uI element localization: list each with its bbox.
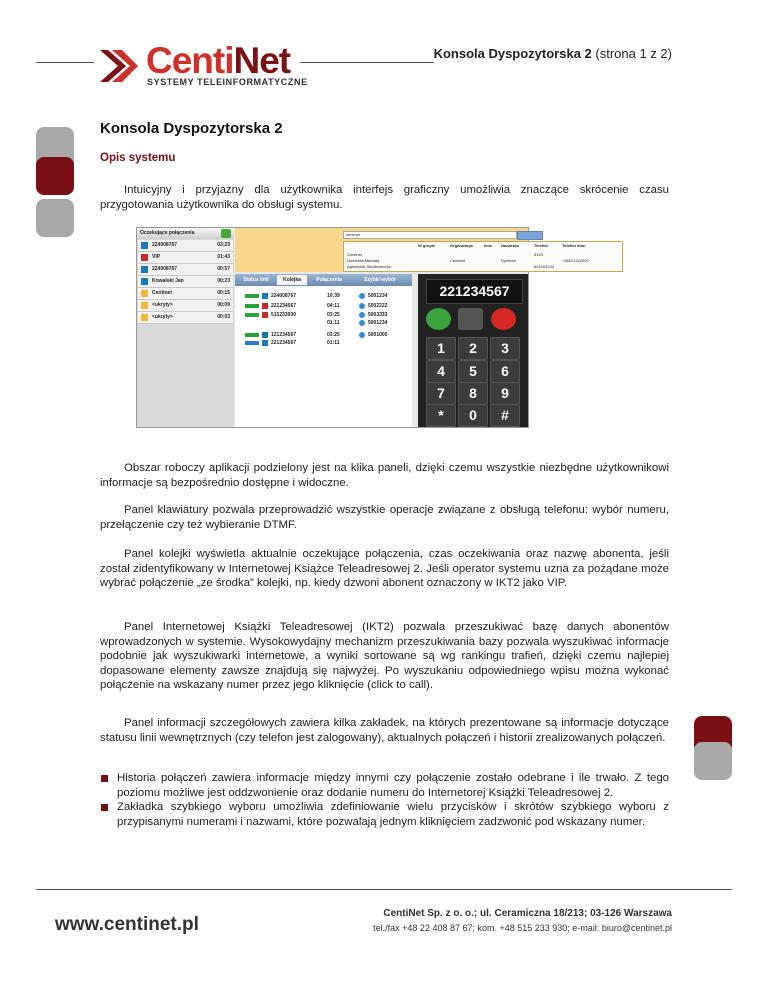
key-8[interactable]: 8 (458, 382, 488, 405)
call-row[interactable]: 221234567 04:11 5002222 (237, 302, 409, 310)
centinet-logo-icon (96, 46, 140, 86)
list-item: Historia połączeń zawiera informacje między innymi czy połączenie zostało odebrane i ile trwało. Z tego poziomu możliwe jest oddzwonienie oraz dodanie numeru do Internetorej Książki Teleadresowej 2. (100, 771, 669, 800)
details-tabs (235, 274, 412, 286)
header-line-right (300, 62, 434, 63)
call-row[interactable]: 515233930 03:25 5003333 (237, 311, 409, 319)
key-5[interactable]: 5 (458, 360, 488, 383)
incoming-arrow-icon (245, 294, 259, 298)
bullet-list (100, 771, 669, 829)
grid-header: Telefon dom (562, 243, 586, 248)
grid-cell[interactable]: 5123 (534, 252, 543, 257)
tab-kolejka[interactable]: Kolejka (277, 275, 307, 285)
tab-polaczenia[interactable]: Połączenia (316, 277, 342, 283)
globe-icon (359, 303, 365, 309)
queue-row[interactable]: 224008767 00:57 (138, 264, 233, 276)
grid-cell[interactable]: Agnieszka Siedlemborka (347, 264, 392, 269)
call-row[interactable]: 221234567 01:11 (237, 339, 409, 347)
key-hash[interactable]: # (490, 404, 520, 427)
grid-header: Organizacja (450, 243, 473, 248)
grid-cell: Centinet (450, 258, 465, 263)
incoming-arrow-icon (245, 313, 259, 317)
footer-website[interactable]: www.centinet.pl (55, 914, 199, 935)
phone-icon (262, 303, 268, 309)
incoming-arrow-icon (245, 333, 259, 337)
phone-icon (141, 254, 148, 261)
incoming-arrow-icon (245, 304, 259, 308)
grid-header: Imie (484, 243, 493, 248)
key-2[interactable]: 2 (458, 337, 488, 360)
footer-contact: tel./fax +48 22 408 87 67; kom. +48 515 233 930; e-mail: biuro@centinet.pl (373, 923, 672, 933)
grid-cell[interactable]: Dominika Mamata (347, 258, 380, 263)
queue-row[interactable]: VIP 01:43 (138, 252, 233, 264)
phonebook-search-input[interactable]: centinet (343, 231, 517, 239)
grid-header: Nazwisko (501, 243, 520, 248)
key-1[interactable]: 1 (426, 337, 456, 360)
phone-icon (262, 340, 268, 346)
app-screenshot (136, 227, 589, 428)
key-7[interactable]: 7 (426, 382, 456, 405)
details-panel (235, 274, 412, 427)
phone-icon (141, 266, 148, 273)
call-row[interactable]: 224008767 10:39 5001234 (237, 292, 409, 300)
paragraph-5: Panel Internetowej Książki Teleadresowej (IKT2) pozwala przeszukiwać bazę danych abonentów wprowadzonych w systemie. Wysokowydajny mechanizm przeszukiwania bazy pozwala wyszukiwać informacje podobnie jak wyszukiwarki internetowe, a wyniki sortowane są wg rankingu trafień, dzięki czemu najlepiej dopasowane elementy zawsze znajdują się najwyżej. Po wyszukaniu odpowiedniego wpisu można wykonać połączenie na wskazany numer przez jego kliknięcie (click to call). (100, 621, 669, 692)
queue-header: Oczekujące połączenia (137, 228, 234, 239)
key-0[interactable]: 0 (458, 404, 488, 427)
key-3[interactable]: 3 (490, 337, 520, 360)
logo-subtitle: SYSTEMY TELEINFORMATYCZNE (147, 77, 308, 87)
list-item: Zakładka szybkiego wyboru umożliwia zdefiniowanie wielu przycisków i skrótów szybkiego wyboru z przypisanymi numerami i nazwami, które pozwalają jednym kliknięciem zadzwonić pod wskazany numer. (100, 800, 669, 829)
paragraph-3: Panel klawiatury pozwala przeprowadzić wszystkie operacje związane z obsługą telefonu: wybór numeru, przełączenie czy też wybieranie DTMF. (100, 504, 669, 531)
page-info: (strona 1 z 2) (595, 46, 672, 61)
header-line-left (36, 62, 94, 63)
call-row[interactable]: 01:11 5001234 (327, 320, 388, 326)
grid-header: W grupie (418, 243, 436, 248)
star-icon (141, 302, 148, 309)
call-row[interactable]: 121234567 03:25 5001000 (237, 331, 409, 339)
phonebook-grid (343, 241, 623, 272)
queue-row[interactable]: 224008767 03:23 (138, 240, 233, 252)
phone-icon (262, 312, 268, 318)
hold-button[interactable] (458, 308, 483, 330)
paragraph-6: Panel informacji szczegółowych zawiera kilka zakładek, na których prezentowane są informacje dotyczące statusu linii wewnętrznych (czy telefon jest zalogowany), aktualnych połączeń i historii zrealizowanych połączeń. (100, 717, 669, 744)
key-9[interactable]: 9 (490, 382, 520, 405)
section-heading: Opis systemu (100, 152, 176, 164)
outgoing-arrow-icon (245, 341, 259, 345)
globe-icon (359, 293, 365, 299)
paragraph-1: Intuicyjny i przyjazny dla użytkownika interfejs graficzny umożliwia znaczące skrócenie czasu przygotowania użytkownika do obsługi systemu. (100, 184, 669, 211)
phonebook-panel (235, 228, 589, 272)
globe-icon (359, 320, 365, 326)
key-4[interactable]: 4 (426, 360, 456, 383)
side-tab-3 (36, 199, 74, 237)
phone-icon (141, 242, 148, 249)
paragraph-4: Panel kolejki wyświetla aktualnie oczekujące połączenia, czas oczekiwania oraz nazwę abonenta, jeśli został zidentyfikowany w Internetowej Książce Teleadresowej 2. Jeśli operator systemu uzna za pożądane może wybrać połączenie „ze środka” kolejki, np. kiedy dzwoni abonent oznaczony w IKT2 jako VIP. (100, 548, 669, 590)
phone-icon (262, 293, 268, 299)
queue-row[interactable]: Centinet 00:15 (138, 288, 233, 300)
grid-cell[interactable]: 801003244 (534, 264, 555, 269)
star-icon (141, 314, 148, 321)
page-title: Konsola Dyspozytorska 2 (100, 120, 283, 137)
queue-row[interactable]: Kowalski Jan 00:23 (138, 276, 233, 288)
globe-icon (359, 332, 365, 338)
queue-row[interactable]: <ukryty> 00:03 (138, 312, 233, 324)
phone-icon (141, 278, 148, 285)
dial-display: 221234567 (426, 279, 523, 304)
grid-cell[interactable]: +48221222502 (562, 258, 589, 263)
logo-name: CentiNet (146, 40, 291, 81)
footer-line (36, 889, 732, 890)
side-tab-active (36, 157, 74, 195)
grid-cell[interactable]: Centinet (347, 252, 362, 257)
phone-icon (262, 332, 268, 338)
footer-company: CentiNet Sp. z o. o.; ul. Ceramiczna 18/213; 03-126 Warszawa (383, 908, 672, 919)
paragraph-2: Obszar roboczy aplikacji podzielony jest na klika paneli, dzięki czemu wszystkie niezbędne użytkownikowi informacje są bezpośrednio dostępne i widoczne. (100, 462, 669, 489)
grid-header: Telefon (534, 243, 548, 248)
call-button[interactable] (426, 308, 451, 330)
header-doc-title (434, 46, 672, 61)
key-6[interactable]: 6 (490, 360, 520, 383)
doc-title: Konsola Dyspozytorska 2 (433, 46, 592, 61)
phonebook-search-button[interactable] (517, 231, 543, 240)
tab-status-linii[interactable]: Status linii (243, 277, 269, 283)
grid-cell: Dyrektor (501, 258, 517, 263)
queue-panel (137, 228, 234, 427)
hangup-button[interactable] (491, 308, 516, 330)
star-icon (141, 290, 148, 297)
side-tab-right-1 (694, 742, 732, 780)
queue-row[interactable]: <ukryty> 00:09 (138, 300, 233, 312)
key-star[interactable]: * (426, 404, 456, 427)
queue-add-icon (221, 229, 231, 238)
keypad-panel (418, 274, 528, 427)
tab-szybki-wybor[interactable]: Szybki wybór (364, 277, 396, 283)
globe-icon (359, 312, 365, 318)
